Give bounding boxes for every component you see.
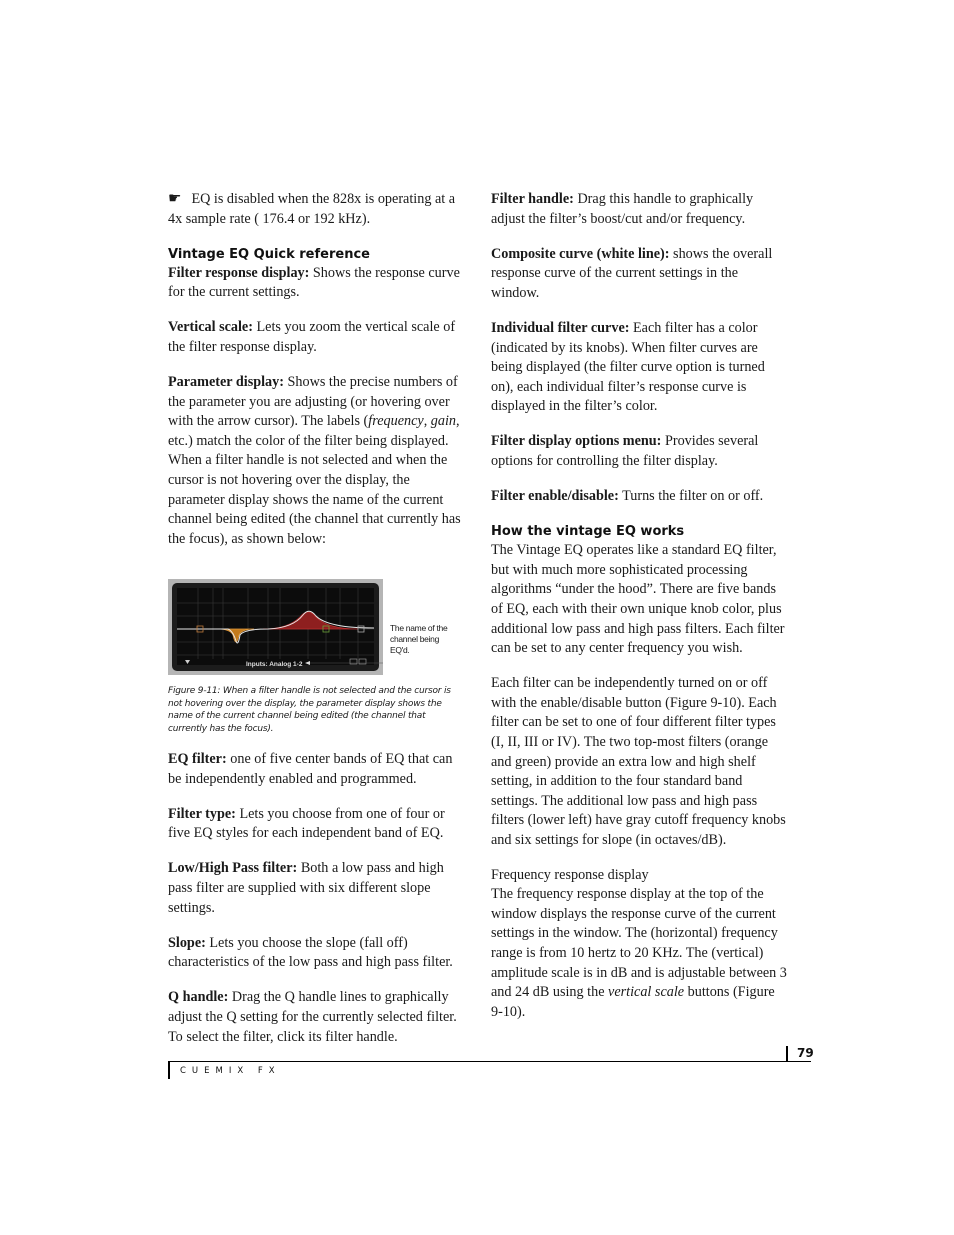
definition-slope: Slope: Lets you choose the slope (fall off) characteristics of the low pass and high pass filter. <box>168 934 453 971</box>
channel-label: Inputs: Analog 1-2 <box>246 661 303 669</box>
paragraph-filters: Each filter can be independently turned on or off with the enable/disable button (Figure 9-10). Each filter can be set to one of four different filter types (I, II, III or IV). The two top-most filters (orange and green) provide an extra low and high shelf setting, in addition to the four standard band settings. The additional low pass and high pass filters (lower left) have gray cutoff frequency knobs and six settings for slope (in octaves/dB). <box>491 675 786 849</box>
left-column <box>168 190 464 1063</box>
definition-composite-curve: Composite curve (white line): shows the overall response curve of the current settings in the window. <box>491 245 773 301</box>
definition-eq-filter: EQ filter: one of five center bands of EQ that can be independently enabled and programmed. <box>168 751 453 787</box>
definition-parameter-display: Parameter display: Shows the precise numbers of the parameter you are adjusting (or hovering over with the arrow cursor). The labels (frequency, gain, etc.) match the color of the filter being displayed. When a filter handle is not selected and when the cursor is not hovering over the display, the parameter display shows the name of the current channel being edited (the channel that currently has the focus), as shown below: <box>168 374 461 547</box>
definition-q-handle: Q handle: Drag the Q handle lines to graphically adjust the Q setting for the currently selected filter. To select the filter, click its filter handle. <box>168 989 457 1045</box>
figure-callout: The name of the channel being EQ'd. <box>390 623 448 656</box>
definition-low-high-pass: Low/High Pass filter: Both a low pass and high pass filter are supplied with six different slope settings. <box>168 860 444 916</box>
paragraph-frequency-display: The frequency response display at the top of the window displays the response curve of the current settings in the window. The (horizontal) frequency range is from 10 hertz to 20 KHz. The (vertical) amplitude scale is in dB and is adjustable between 3 and 24 dB using the vertical scale buttons (Figure 9-10). <box>491 886 787 1020</box>
definition-filter-type: Filter type: Lets you choose from one of four or five EQ styles for each independent band of EQ. <box>168 805 445 842</box>
pointing-hand-icon: ☛ <box>168 191 182 207</box>
definition-vertical-scale: Vertical scale: Lets you zoom the vertical scale of the filter response display. <box>168 319 456 355</box>
eq-figure <box>168 579 464 679</box>
right-column <box>491 190 787 1038</box>
page-number-rule <box>786 1046 788 1062</box>
page-number: 79 <box>797 1046 814 1060</box>
section-heading: Vintage EQ Quick reference <box>168 246 370 262</box>
footer-product-name: CUEMIX FX <box>180 1066 281 1076</box>
definition-individual-curve: Individual filter curve: Each filter has a color (indicated by its knobs). When filter curves are being displayed (the filter curve option is turned on), each individual filter’s response curve is displayed in the filter’s color. <box>491 319 765 415</box>
definition-display-options: Filter display options menu: Provides several options for controlling the filter display. <box>491 433 759 470</box>
definition-enable-disable: Filter enable/disable: Turns the filter on or off. <box>491 488 764 505</box>
paragraph-overview: The Vintage EQ operates like a standard EQ filter, but with much more sophisticated processing algorithms “under the hood”. There are five bands of EQ, each with their own unique knob color, plus additional low pass and high pass filters. Each filter can be set to any center frequency you wish. <box>491 542 785 657</box>
footer-vertical-rule <box>168 1061 170 1079</box>
definition-filter-handle: Filter handle: Drag this handle to graphically adjust the filter’s boost/cut and/or frequency. <box>491 191 754 227</box>
section-heading-how: How the vintage EQ works <box>491 524 685 540</box>
subheading-frequency-display: Frequency response display <box>491 867 649 884</box>
footer-rule <box>168 1061 811 1062</box>
definition-filter-response: Filter response display: Shows the response curve for the current settings. <box>168 264 460 301</box>
eq-display-screenshot <box>168 579 383 675</box>
figure-caption: Figure 9-11: When a filter handle is not selected and the cursor is not hovering over the display, the parameter display shows the name of the current channel being edited (the channel that currently has the focus). <box>168 686 451 734</box>
note: ☛ EQ is disabled when the 828x is operating at a 4x sample rate ( 176.4 or 192 kHz). <box>168 191 456 227</box>
